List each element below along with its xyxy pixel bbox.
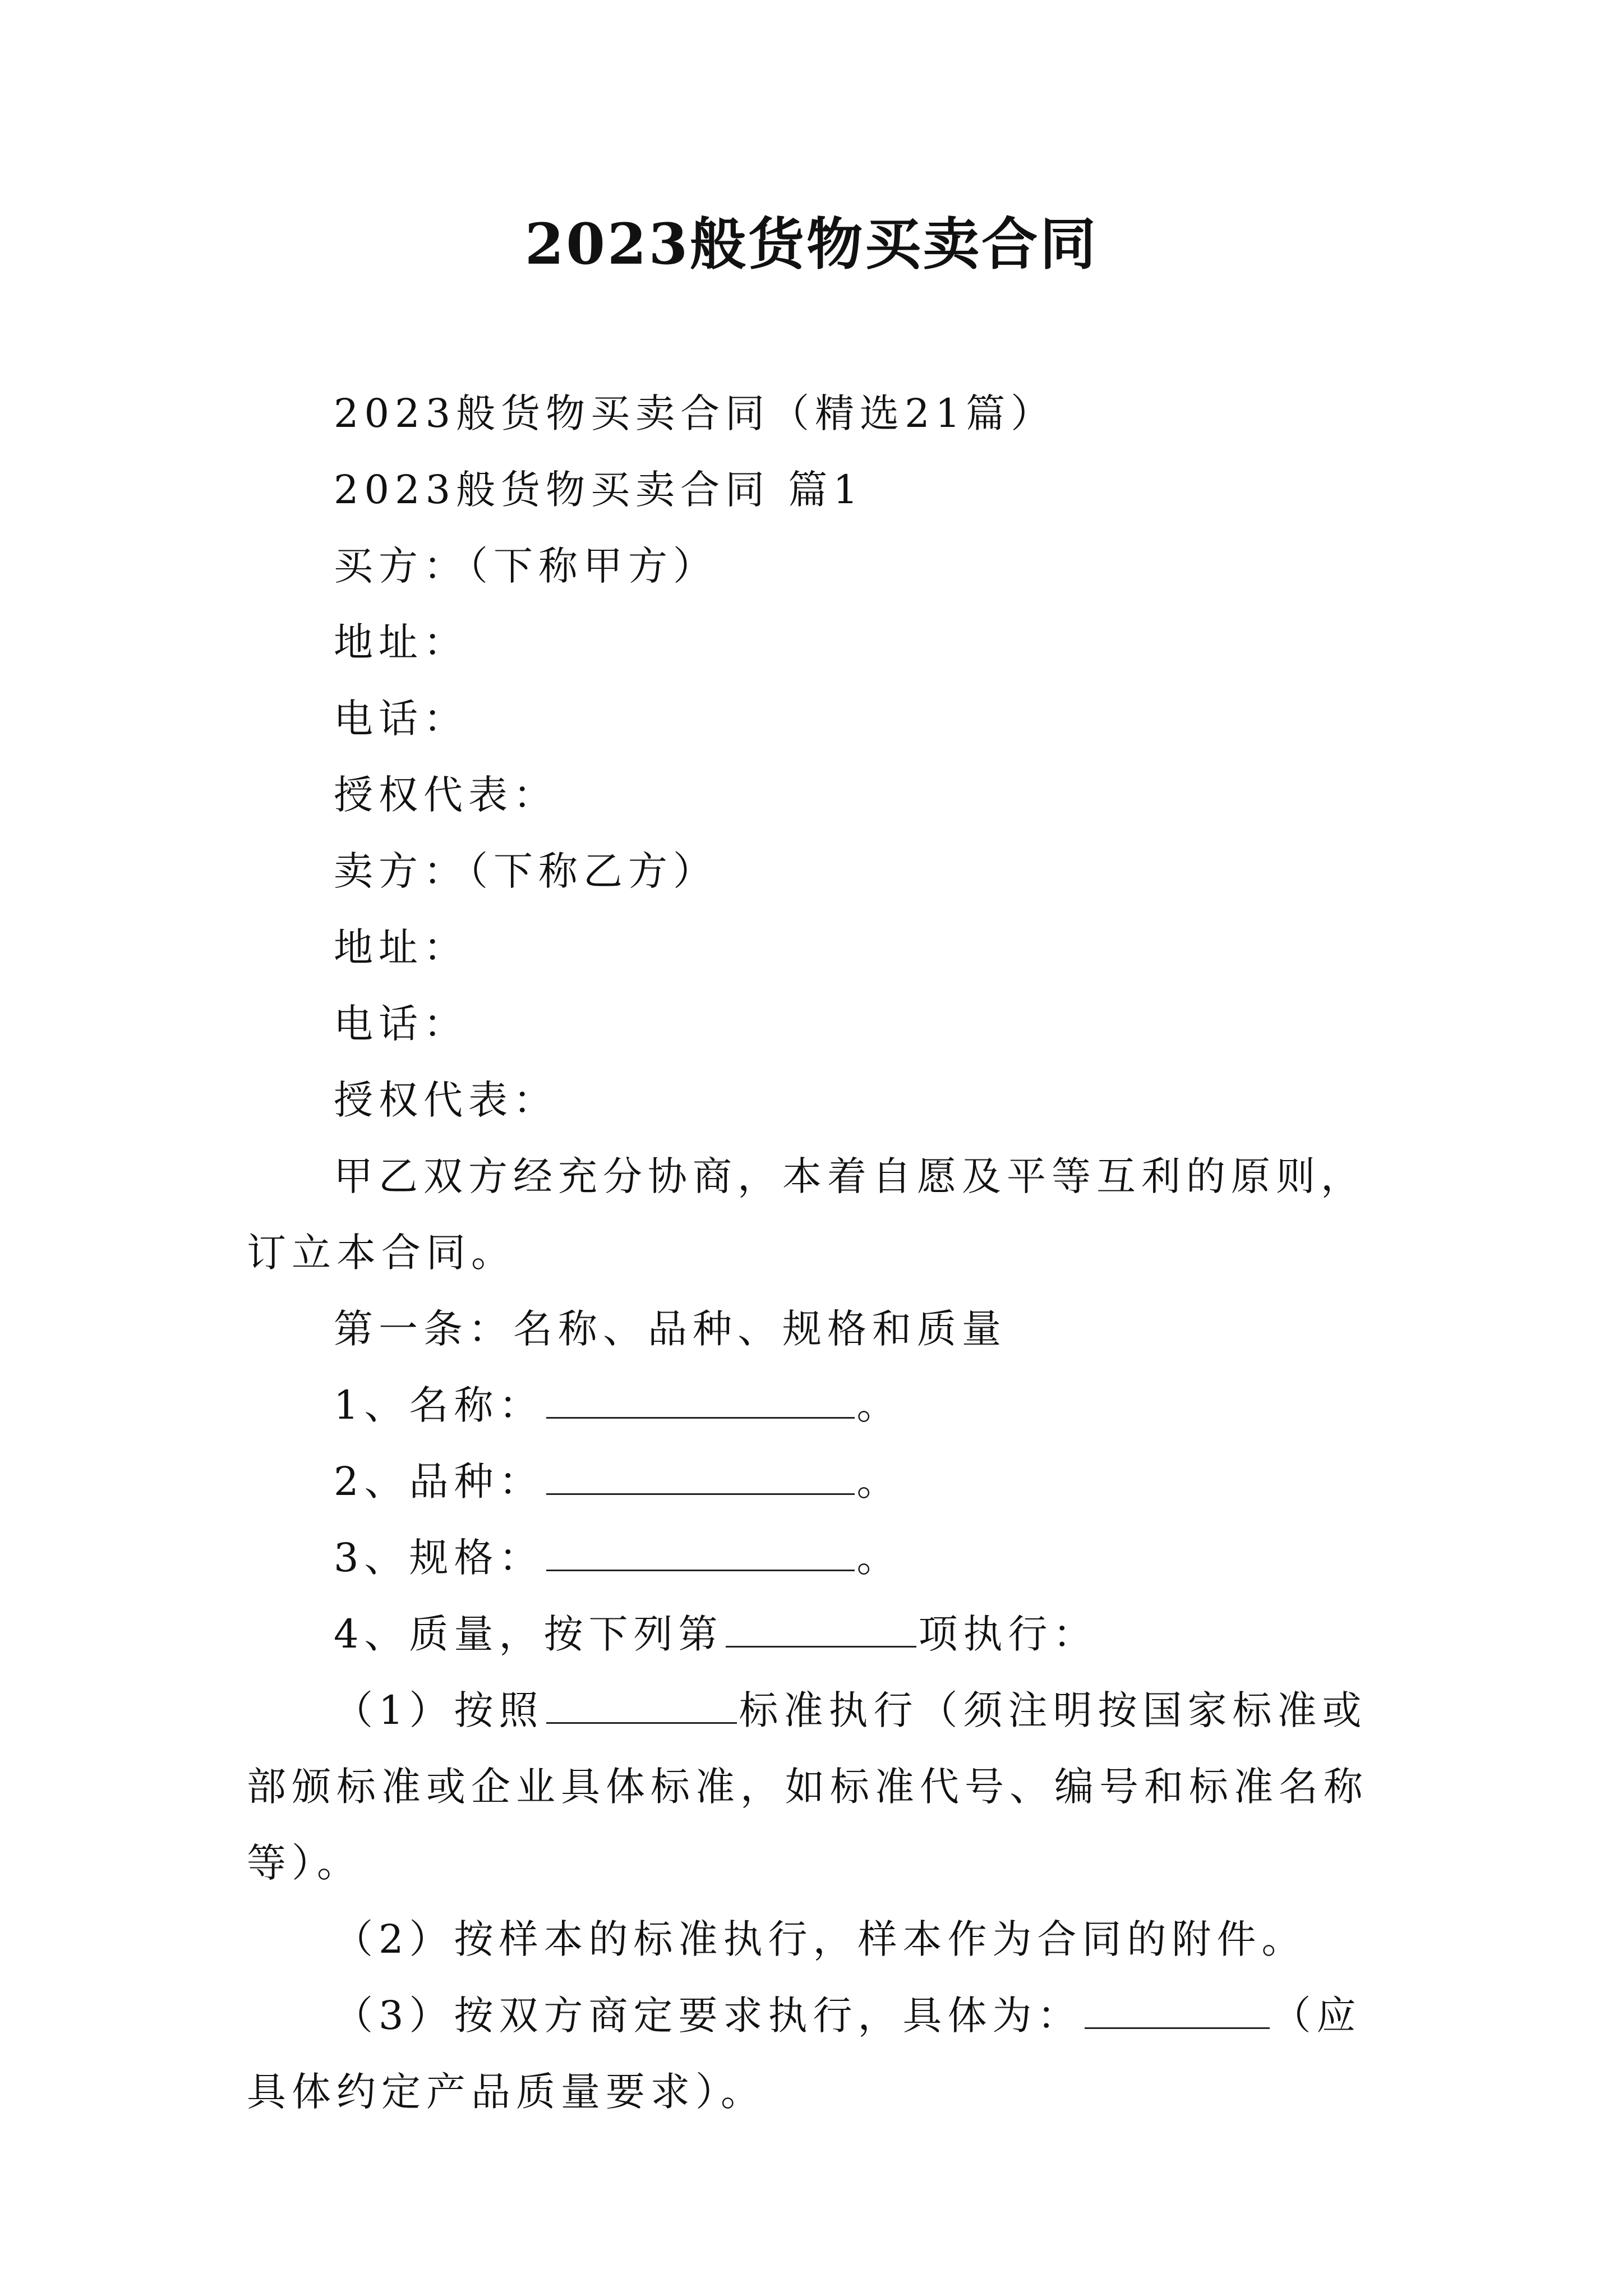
item-name-label: 1、名称： [334,1382,544,1428]
quality-option-3-blank [1085,1994,1270,2029]
seller-label: 卖方：（下称乙方） [334,848,718,894]
quality-option-1-blank [546,1688,737,1724]
item-name-line [247,1367,1391,1443]
item-variety-blank [546,1460,855,1495]
quality-option-1-label: （1）按照 [334,1687,544,1733]
quality-option-1 [247,1672,1391,1901]
item-spec-blank [546,1536,855,1571]
quality-blank [726,1612,916,1648]
item-spec-end: 。 [856,1535,902,1581]
section-heading: 2023般货物买卖合同 篇1 [334,467,864,513]
quality-option-3-label: （3）按双方商定要求执行，具体为： [334,1993,1082,2039]
quality-option-3 [247,1977,1391,2130]
seller-address-label: 地址： [334,924,468,970]
item-spec-line [247,1520,1391,1596]
article-one-heading: 第一条：名称、品种、规格和质量 [334,1306,1007,1352]
buyer-phone-label: 电话： [334,696,468,742]
quality-option-2: （2）按样本的标准执行，样本作为合同的附件。 [334,1916,1307,1962]
buyer-label: 买方：（下称甲方） [334,543,718,589]
quality-line [247,1596,1391,1672]
buyer-address-label: 地址： [334,619,468,665]
item-variety-line [247,1443,1391,1520]
quality-label: 4、质量，按下列第 [334,1611,723,1657]
collection-heading: 2023般货物买卖合同（精选21篇） [334,390,1056,436]
quality-option-3-text: （应具体约定产品质量要求）。 [247,1993,1362,2115]
item-spec-label: 3、规格： [334,1535,544,1581]
quality-option-1-text: 标准执行（须注明按国家标准或部颁标准或企业具体标准，如标准代号、编号和标准名称等）。 [247,1687,1368,1886]
seller-representative-label: 授权代表： [334,1077,558,1123]
buyer-representative-label: 授权代表： [334,772,558,818]
item-variety-end: 。 [856,1458,902,1504]
item-name-blank [546,1383,855,1419]
item-variety-label: 2、品种： [334,1458,544,1504]
document-title: 2023般货物买卖合同 [524,211,1099,277]
item-name-end: 。 [856,1382,902,1428]
agreement-preamble: 甲乙双方经充分协商，本着自愿及平等互利的原则，订立本合同。 [247,1153,1366,1276]
document-body [247,375,1391,2130]
seller-phone-label: 电话： [334,1001,468,1047]
quality-end: 项执行： [918,1611,1098,1657]
